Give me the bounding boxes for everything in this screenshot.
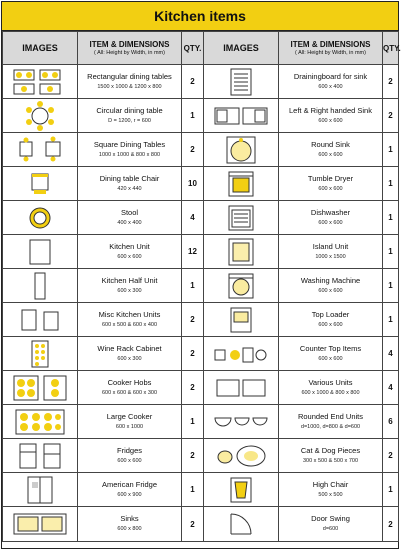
header-item-label: ITEM & DIMENSIONS bbox=[89, 39, 170, 49]
item-quantity: 1 bbox=[383, 235, 399, 269]
dishwasher-icon bbox=[211, 202, 271, 234]
item-dimensions: D = 1200, r = 600 bbox=[108, 117, 151, 124]
item-image-cell bbox=[204, 269, 279, 303]
item-name: Square Dining Tables bbox=[93, 139, 166, 149]
item-image-cell bbox=[3, 303, 78, 337]
sink-icon bbox=[10, 508, 70, 540]
item-image-cell bbox=[3, 371, 78, 405]
american-fridge-icon bbox=[10, 474, 70, 506]
handed-sink-icon bbox=[211, 100, 271, 132]
circular-dining-table-icon bbox=[10, 100, 70, 132]
item-description-cell bbox=[78, 507, 182, 542]
item-name: Circular dining table bbox=[96, 105, 163, 115]
table-row bbox=[3, 99, 399, 133]
item-description-cell bbox=[279, 235, 383, 269]
item-dimensions: 1500 x 1000 & 1200 x 800 bbox=[97, 83, 162, 90]
item-quantity: 4 bbox=[383, 337, 399, 371]
item-dimensions: 420 x 440 bbox=[117, 185, 142, 192]
item-name: Cooker Hobs bbox=[107, 377, 152, 387]
item-name: Cat & Dog Pieces bbox=[300, 445, 361, 455]
item-description-cell bbox=[78, 337, 182, 371]
item-dimensions: 600 x 400 bbox=[318, 83, 343, 90]
item-quantity: 1 bbox=[182, 405, 204, 439]
square-dining-table-icon bbox=[10, 134, 70, 166]
item-dimensions: 600 x 600 bbox=[318, 185, 343, 192]
item-dimensions: 1000 x 1000 & 800 x 800 bbox=[98, 151, 161, 158]
item-name: Kitchen Half Unit bbox=[101, 275, 158, 285]
item-image-cell bbox=[204, 371, 279, 405]
item-name: Round Sink bbox=[311, 139, 350, 149]
item-image-cell bbox=[204, 439, 279, 473]
fridge-icon bbox=[10, 440, 70, 472]
rect-dining-table-icon bbox=[10, 66, 70, 98]
item-description-cell bbox=[78, 405, 182, 439]
item-quantity: 1 bbox=[383, 133, 399, 167]
counter-top-items-icon bbox=[211, 338, 271, 370]
item-name: Wine Rack Cabinet bbox=[97, 343, 162, 353]
item-quantity: 2 bbox=[383, 99, 399, 133]
item-quantity: 2 bbox=[182, 133, 204, 167]
item-image-cell bbox=[204, 337, 279, 371]
item-quantity: 1 bbox=[182, 473, 204, 507]
island-unit-icon bbox=[211, 236, 271, 268]
table-row bbox=[3, 473, 399, 507]
item-quantity: 2 bbox=[182, 439, 204, 473]
item-quantity: 1 bbox=[383, 473, 399, 507]
item-description-cell bbox=[279, 473, 383, 507]
table-row bbox=[3, 303, 399, 337]
item-dimensions: 600 x 600 & 600 x 300 bbox=[101, 389, 158, 396]
large-cooker-icon bbox=[10, 406, 70, 438]
item-image-cell bbox=[3, 337, 78, 371]
item-dimensions: 600 x 600 bbox=[318, 117, 343, 124]
item-image-cell bbox=[3, 99, 78, 133]
item-dimensions: 600 x 600 bbox=[117, 253, 142, 260]
cooker-hob-icon bbox=[10, 372, 70, 404]
item-dimensions: 600 x 300 bbox=[117, 287, 142, 294]
item-description-cell bbox=[78, 303, 182, 337]
item-dimensions: 1000 x 1500 bbox=[315, 253, 346, 260]
item-quantity: 1 bbox=[383, 303, 399, 337]
item-quantity: 4 bbox=[182, 201, 204, 235]
washing-machine-icon bbox=[211, 270, 271, 302]
item-description-cell bbox=[78, 201, 182, 235]
item-description-cell bbox=[78, 439, 182, 473]
item-quantity: 2 bbox=[182, 371, 204, 405]
item-name: Drainingboard for sink bbox=[293, 71, 368, 81]
item-description-cell bbox=[279, 99, 383, 133]
item-description-cell bbox=[279, 167, 383, 201]
item-quantity: 4 bbox=[383, 371, 399, 405]
item-description-cell bbox=[279, 439, 383, 473]
item-description-cell bbox=[78, 269, 182, 303]
half-unit-icon bbox=[10, 270, 70, 302]
item-name: High Chair bbox=[312, 479, 349, 489]
pet-bowls-icon bbox=[211, 440, 271, 472]
header-images-left: IMAGES bbox=[3, 32, 78, 65]
header-item-left bbox=[78, 32, 182, 65]
item-image-cell bbox=[204, 201, 279, 235]
item-image-cell bbox=[3, 473, 78, 507]
item-name: Dining table Chair bbox=[99, 173, 160, 183]
item-description-cell bbox=[279, 303, 383, 337]
table-row bbox=[3, 337, 399, 371]
item-description-cell bbox=[279, 337, 383, 371]
item-quantity: 2 bbox=[182, 303, 204, 337]
item-image-cell bbox=[3, 133, 78, 167]
item-dimensions: 500 x 500 bbox=[318, 491, 343, 498]
item-quantity: 12 bbox=[182, 235, 204, 269]
item-image-cell bbox=[3, 269, 78, 303]
item-description-cell bbox=[279, 201, 383, 235]
item-dimensions: 600 x 1000 bbox=[115, 423, 144, 430]
item-dimensions: 600 x 900 bbox=[117, 491, 142, 498]
high-chair-icon bbox=[211, 474, 271, 506]
item-dimensions: 600 x 600 bbox=[318, 151, 343, 158]
item-dimensions: 300 x 500 & 500 x 700 bbox=[302, 457, 359, 464]
header-item-note: ( All: Height by Width, in mm) bbox=[295, 49, 366, 56]
item-dimensions: 600 x 1000 & 800 x 800 bbox=[301, 389, 360, 396]
item-description-cell bbox=[279, 65, 383, 99]
item-quantity: 2 bbox=[383, 439, 399, 473]
item-description-cell bbox=[78, 473, 182, 507]
top-loader-icon bbox=[211, 304, 271, 336]
item-dimensions: 600 x 600 bbox=[318, 219, 343, 226]
item-description-cell bbox=[279, 371, 383, 405]
item-dimensions: 400 x 400 bbox=[117, 219, 142, 226]
item-image-cell bbox=[204, 405, 279, 439]
item-quantity: 2 bbox=[383, 507, 399, 542]
various-units-icon bbox=[211, 372, 271, 404]
item-description-cell bbox=[78, 99, 182, 133]
table-row bbox=[3, 269, 399, 303]
table-row bbox=[3, 235, 399, 269]
kitchen-unit-icon bbox=[10, 236, 70, 268]
item-name: Stool bbox=[120, 207, 139, 217]
item-image-cell bbox=[3, 201, 78, 235]
item-image-cell bbox=[3, 235, 78, 269]
item-image-cell bbox=[204, 133, 279, 167]
item-name: Rectangular dining tables bbox=[87, 71, 172, 81]
item-description-cell bbox=[279, 133, 383, 167]
header-qty-right: QTY. bbox=[383, 32, 399, 65]
header-item-label: ITEM & DIMENSIONS bbox=[290, 39, 371, 49]
table-row bbox=[3, 167, 399, 201]
header-images-right: IMAGES bbox=[204, 32, 279, 65]
item-dimensions: 600 x 600 bbox=[318, 287, 343, 294]
header-item-right bbox=[279, 32, 383, 65]
item-image-cell bbox=[3, 405, 78, 439]
item-name: American Fridge bbox=[101, 479, 158, 489]
item-name: Misc Kitchen Units bbox=[98, 309, 161, 319]
misc-units-icon bbox=[10, 304, 70, 336]
item-quantity: 1 bbox=[182, 99, 204, 133]
item-description-cell bbox=[78, 65, 182, 99]
item-name: Dishwasher bbox=[310, 207, 351, 217]
item-quantity: 10 bbox=[182, 167, 204, 201]
item-name: Tumble Dryer bbox=[307, 173, 354, 183]
item-name: Top Loader bbox=[311, 309, 350, 319]
item-description-cell bbox=[78, 235, 182, 269]
item-image-cell bbox=[204, 65, 279, 99]
item-name: Island Unit bbox=[312, 241, 349, 251]
item-image-cell bbox=[3, 507, 78, 542]
item-name: Rounded End Units bbox=[297, 411, 364, 421]
item-dimensions: 600 x 500 & 600 x 400 bbox=[101, 321, 158, 328]
table-row bbox=[3, 405, 399, 439]
table-row bbox=[3, 439, 399, 473]
item-quantity: 2 bbox=[182, 337, 204, 371]
item-name: Various Units bbox=[308, 377, 353, 387]
item-name: Sinks bbox=[120, 514, 139, 523]
item-description-cell bbox=[279, 405, 383, 439]
item-quantity: 2 bbox=[182, 507, 204, 542]
item-quantity: 6 bbox=[383, 405, 399, 439]
item-description-cell bbox=[78, 133, 182, 167]
item-image-cell bbox=[3, 167, 78, 201]
chair-icon bbox=[10, 168, 70, 200]
rounded-end-units-icon bbox=[211, 406, 271, 438]
item-image-cell bbox=[204, 473, 279, 507]
item-description-cell bbox=[78, 167, 182, 201]
item-name: Fridges bbox=[116, 445, 142, 455]
kitchen-items-sheet bbox=[1, 1, 399, 549]
item-image-cell bbox=[204, 303, 279, 337]
item-dimensions: 600 x 600 bbox=[318, 321, 343, 328]
table-row bbox=[3, 507, 399, 542]
table-row bbox=[3, 371, 399, 405]
item-dimensions: 600 x 800 bbox=[117, 526, 142, 532]
page-title: Kitchen items bbox=[154, 8, 246, 24]
tumble-dryer-icon bbox=[211, 168, 271, 200]
item-description-cell bbox=[279, 507, 383, 542]
item-image-cell bbox=[3, 439, 78, 473]
items-table bbox=[2, 31, 399, 542]
round-sink-icon bbox=[211, 134, 271, 166]
header-qty-left: QTY. bbox=[182, 32, 204, 65]
stool-icon bbox=[10, 202, 70, 234]
item-quantity: 1 bbox=[383, 167, 399, 201]
door-swing-icon bbox=[211, 508, 271, 540]
item-name: Counter Top Items bbox=[299, 343, 362, 353]
table-row bbox=[3, 133, 399, 167]
item-name: Door Swing bbox=[311, 514, 350, 523]
item-description-cell bbox=[279, 269, 383, 303]
item-quantity: 1 bbox=[182, 269, 204, 303]
item-quantity: 2 bbox=[182, 65, 204, 99]
item-name: Kitchen Unit bbox=[109, 241, 150, 251]
item-description-cell bbox=[78, 371, 182, 405]
item-image-cell bbox=[204, 507, 279, 542]
item-dimensions: 600 x 300 bbox=[117, 355, 142, 362]
item-quantity: 1 bbox=[383, 269, 399, 303]
item-quantity: 2 bbox=[383, 65, 399, 99]
item-name: Left & Right handed Sink bbox=[289, 105, 372, 115]
item-dimensions: 600 x 600 bbox=[117, 457, 142, 464]
wine-rack-icon bbox=[10, 338, 70, 370]
header-row bbox=[3, 32, 399, 65]
item-image-cell bbox=[204, 99, 279, 133]
item-dimensions: d=1000, d=800 & d=600 bbox=[300, 423, 361, 430]
drainingboard-icon bbox=[211, 66, 271, 98]
table-row bbox=[3, 65, 399, 99]
header-item-note: ( All: Height by Width, in mm) bbox=[94, 49, 165, 56]
item-image-cell bbox=[204, 167, 279, 201]
item-dimensions: d=600 bbox=[322, 526, 339, 532]
table-row bbox=[3, 201, 399, 235]
item-name: Washing Machine bbox=[300, 275, 361, 285]
item-quantity: 1 bbox=[383, 201, 399, 235]
item-dimensions: 600 x 600 bbox=[318, 355, 343, 362]
item-image-cell bbox=[204, 235, 279, 269]
item-name: Large Cooker bbox=[106, 411, 153, 421]
title-bar bbox=[2, 2, 398, 31]
item-image-cell bbox=[3, 65, 78, 99]
